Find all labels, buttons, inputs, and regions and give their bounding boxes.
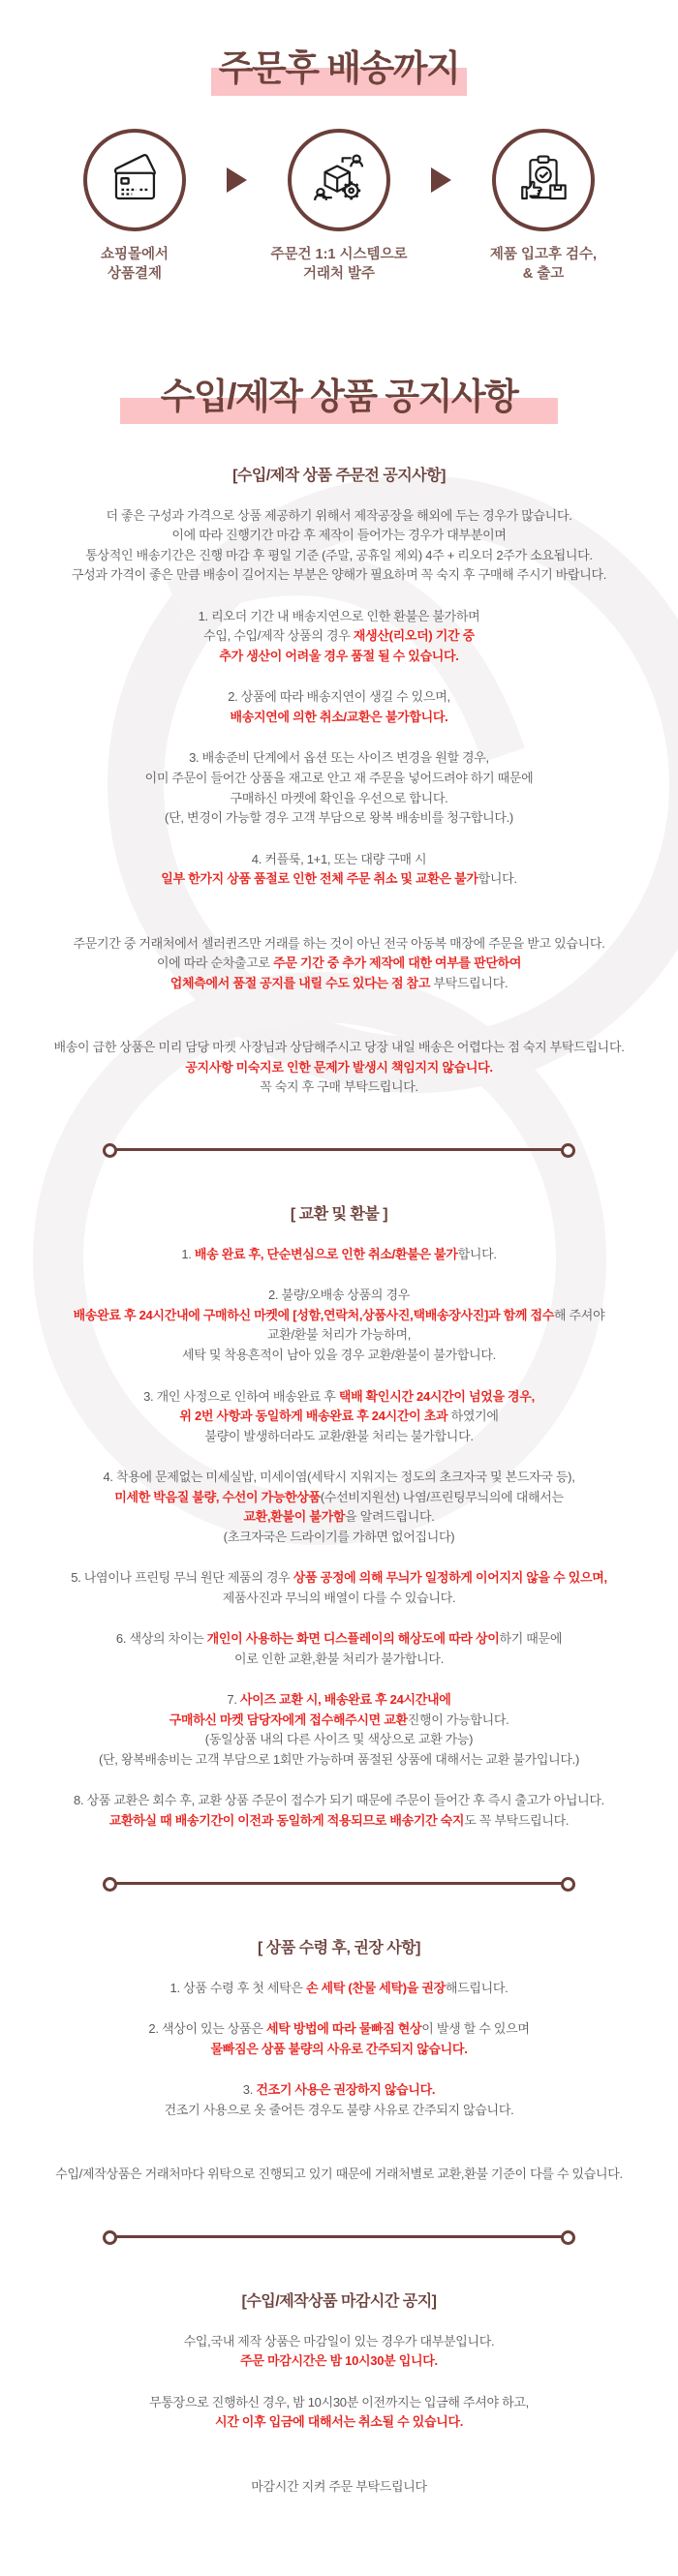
text-run: 7. <box>227 1692 240 1708</box>
text-run: 합니다. <box>457 1246 497 1261</box>
step-label <box>253 245 425 285</box>
section-paragraphs <box>0 2332 678 2498</box>
text-line <box>29 1387 649 1408</box>
text-run: 제품사진과 무늬의 배열이 다를 수 있습니다. <box>222 1590 456 1605</box>
text-run: 구성과 가격이 좋은 만큼 배송이 길어지는 부분은 양해가 필요하며 꼭 숙지 후 구매해 주시기 바랍니다. <box>71 567 607 583</box>
text-line <box>29 1468 649 1488</box>
text-run-red: 위 2번 사항과 동일하게 배송완료 후 24시간이 초과 <box>179 1409 448 1424</box>
section-paragraphs <box>0 1979 678 2185</box>
text-run-red: 배송 완료 후, 단순변심으로 인한 취소/환불은 불가 <box>194 1246 458 1261</box>
section-paragraphs <box>0 1245 678 1832</box>
notice-paragraph <box>29 1387 649 1447</box>
text-line <box>29 2477 649 2498</box>
text-run: 2. 상품에 따라 배송지연이 생길 수 있으며, <box>228 689 450 705</box>
text-line <box>29 1488 649 1508</box>
section-divider <box>115 2235 563 2238</box>
text-run: 마감시간 지켜 주문 부탁드립니다 <box>251 2478 427 2494</box>
text-line <box>29 1077 649 1098</box>
step-label-line: 상품결제 <box>107 265 163 282</box>
text-run: (수선비지원선) 나염/프린팅무늬의에 대해서는 <box>320 1489 564 1504</box>
text-line <box>29 1750 649 1771</box>
section-paragraphs <box>0 506 678 1098</box>
text-line <box>29 1690 649 1711</box>
text-run: 3. <box>242 2082 257 2098</box>
notice-paragraph <box>29 2477 649 2498</box>
notice-paragraph <box>29 1690 649 1770</box>
text-run: 배송이 급한 상품은 미리 담당 마켓 사장님과 상담해주시고 당장 내일 배송은 어렵다는 점 숙지 부탁드립니다. <box>53 1040 625 1055</box>
text-run: 주문기간 중 거래처에서 셀러퀸즈만 거래를 하는 것이 아닌 전국 아동복 매장에 주문을 받고 있습니다. <box>73 935 605 951</box>
text-run: 수입,국내 제작 상품은 마감일이 있는 경우가 대부분입니다. <box>183 2333 495 2349</box>
text-run-red: 건조기 사용은 권장하지 않습니다. <box>256 2082 436 2098</box>
text-run: 2. 불량/오배송 상품의 경우 <box>267 1288 411 1303</box>
text-run-red: 사이즈 교환 시, 배송완료 후 24시간내에 <box>239 1692 451 1708</box>
text-line <box>29 808 649 829</box>
text-run-red: 상품 공정에 의해 무늬가 일정하게 이어지지 않을 수 있으며, <box>293 1570 607 1586</box>
text-run: (동일상품 내의 다른 사이즈 및 색상으로 교환 가능) <box>204 1732 474 1747</box>
text-line <box>29 546 649 566</box>
text-run: 진행이 가능합니다. <box>407 1712 509 1727</box>
text-run: 을 알려드립니다. <box>345 1509 435 1525</box>
inspect-ship-icon <box>515 152 571 208</box>
text-line <box>29 626 649 647</box>
text-run: 1. <box>181 1246 195 1261</box>
text-line <box>29 1711 649 1731</box>
text-line <box>29 1427 649 1447</box>
text-run: 무통장으로 진행하신 경우, 밤 10시30분 이전까지는 입금해 주셔야 하고, <box>149 2394 529 2409</box>
notice-paragraph <box>29 1979 649 1999</box>
notice-paragraph <box>29 1791 649 1831</box>
text-run: 이로 인한 교환,환불 처리가 불가합니다. <box>234 1651 444 1666</box>
text-line <box>29 850 649 870</box>
notice-paragraph <box>29 2080 649 2120</box>
notice-title-wrap <box>0 377 678 418</box>
text-run: 3. 배송준비 단계에서 옵션 또는 사이즈 변경을 원할 경우, <box>189 750 489 766</box>
text-run: 이미 주문이 들어간 상품을 재고로 안고 재 주문을 넣어드려야 하기 때문에 <box>144 771 534 785</box>
text-line <box>29 2165 649 2185</box>
page-title-text: 주문후 배송까지 <box>218 48 460 88</box>
section-heading: [수입/제작 상품 주문전 공지사항] <box>232 467 446 484</box>
text-run-red: 시간 이후 입금에 대해서는 취소될 수 있습니다. <box>214 2414 464 2430</box>
text-run-red: 개인이 사용하는 화면 디스플레이의 해상도에 따라 상이 <box>206 1631 500 1647</box>
text-line <box>29 1811 649 1832</box>
main-title-wrap <box>0 48 678 90</box>
step-label <box>48 245 221 285</box>
text-line <box>29 1979 649 1999</box>
text-line <box>29 2040 649 2060</box>
text-run-red: 구매하신 마켓 담당자에게 접수해주시면 교환 <box>169 1712 408 1727</box>
section-divider <box>115 1882 563 1885</box>
text-run: 2. 색상이 있는 상품은 <box>148 2021 266 2037</box>
notice-paragraph <box>29 1038 649 1098</box>
notice-paragraph <box>29 687 649 727</box>
text-run: 이 발생 할 수 있으며 <box>421 2021 530 2037</box>
notice-paragraph <box>29 934 649 994</box>
text-run: 구매하신 마켓에 확인을 우선으로 합니다. <box>230 790 448 805</box>
text-line <box>29 1589 649 1609</box>
notice-paragraph <box>29 1468 649 1547</box>
text-run: 1. 리오더 기간 내 배송지연으로 인한 환불은 불가하며 <box>198 608 480 623</box>
text-run: (단, 왕복배송비는 고객 부담으로 1회만 가능하며 품절된 상품에 대해서는 교환 불가입니다.) <box>98 1751 580 1767</box>
text-run-red: 교환,환불이 불가함 <box>243 1509 346 1525</box>
text-line <box>29 1038 649 1058</box>
text-line <box>29 789 649 809</box>
text-run: 더 좋은 구성과 가격으로 상품 제공하기 위해서 제작공장을 해외에 두는 경우가 많습니다. <box>106 507 572 523</box>
section-heading: [ 교환 및 환불 ] <box>290 1205 388 1223</box>
text-run-red: 업체측에서 품절 공지를 내릴 수도 있다는 점 참고 <box>170 975 431 990</box>
step-label <box>457 245 630 285</box>
text-line <box>29 769 649 789</box>
section-exchange-refund <box>0 1201 678 1832</box>
text-line <box>29 2080 649 2101</box>
step-label-line: 주문건 1:1 시스템으로 <box>270 246 408 262</box>
step-circle <box>492 129 595 231</box>
text-run: (단, 변경이 가능할 경우 고객 부담으로 왕복 배송비를 청구합니다.) <box>165 810 513 826</box>
text-line <box>29 748 649 769</box>
text-run: 교환/환불 처리가 가능하며, <box>266 1327 412 1343</box>
step-payment <box>48 129 221 285</box>
text-line <box>29 1058 649 1078</box>
text-line <box>29 1245 649 1265</box>
text-line <box>29 1629 649 1650</box>
text-line <box>29 974 649 994</box>
text-run: 수입/제작상품은 거래처마다 위탁으로 진행되고 있기 때문에 거래처별로 교환,환불 기준이 다를 수 있습니다. <box>55 2167 623 2182</box>
notice-paragraph <box>29 1245 649 1265</box>
text-line <box>29 1650 649 1670</box>
text-run: 수입, 수입/제작 상품의 경우 <box>203 628 354 644</box>
text-line <box>29 1346 649 1366</box>
text-line <box>29 2412 649 2433</box>
text-run-red: 세탁 방법에 따라 물빠짐 현상 <box>265 2021 422 2037</box>
step-label-line: 제품 입고후 검수, <box>489 246 598 262</box>
text-run: 5. 나염이나 프린팅 무늬 원단 제품의 경우 <box>71 1570 293 1586</box>
text-run: (초크자국은 드라이기를 가하면 없어집니다) <box>223 1529 455 1544</box>
order-process-steps <box>0 129 678 285</box>
step-label-line: & 출고 <box>522 265 565 282</box>
text-line <box>29 687 649 708</box>
text-run-red: 공지사항 미숙지로 인한 문제가 발생시 책임지지 않습니다. <box>185 1059 493 1075</box>
notice-paragraph <box>29 1568 649 1608</box>
text-run-red: 추가 생산이 어려울 경우 품절 될 수 있습니다. <box>219 648 459 663</box>
section-deadline-notice <box>0 2288 678 2498</box>
text-run: 해 주셔야 <box>553 1307 605 1322</box>
text-line <box>29 1286 649 1306</box>
section-divider <box>115 1148 563 1151</box>
text-run-red: 배송지연에 의한 취소/교환은 불가합니다. <box>230 709 448 724</box>
text-run: 6. 색상의 차이는 <box>115 1631 207 1647</box>
text-run-red: 주문 기간 중 추가 제작에 대한 여부를 판단하여 <box>273 955 522 971</box>
text-line <box>29 2101 649 2121</box>
text-run: 부탁드립니다. <box>430 975 508 990</box>
text-run: 합니다. <box>478 871 517 887</box>
text-line <box>29 2393 649 2413</box>
text-run: 불량이 발생하더라도 교환/환불 처리는 불가합니다. <box>204 1428 474 1443</box>
arrow-right-icon <box>227 167 247 193</box>
text-line <box>29 647 649 667</box>
text-line <box>29 1407 649 1427</box>
notice-paragraph <box>29 748 649 828</box>
text-run-red: 손 세탁 (찬물 세탁)을 권장 <box>305 1980 446 1995</box>
text-run-red: 배송완료 후 24시간내에 구매하신 마켓에 [성함,연락처,상품사진,택배송장사진]과 함께 접수 <box>73 1307 554 1322</box>
text-run-red: 재생산(리오더) 기간 중 <box>353 628 475 644</box>
notice-paragraph <box>29 2165 649 2185</box>
text-run-red: 미세한 박음질 불량, 수선이 가능한상품 <box>114 1489 321 1504</box>
arrow-right-icon <box>431 167 451 193</box>
text-run-red: 일부 한가지 상품 품절로 인한 전체 주문 취소 및 교환은 불가 <box>161 871 478 887</box>
order-system-icon <box>311 152 367 208</box>
text-run: 4. 착용에 문제없는 미세실밥, 미세이염(세탁시 지워지는 정도의 초크자국 및 본드자국 등), <box>103 1470 575 1485</box>
credit-card-icon <box>107 152 163 208</box>
text-run: 8. 상품 교환은 회수 후, 교환 상품 주문이 접수가 되기 때문에 주문이 들어간 후 즉시 출고가 아닙니다. <box>74 1793 604 1808</box>
notice-paragraph <box>29 1286 649 1365</box>
text-line <box>29 526 649 546</box>
text-line <box>29 2351 649 2372</box>
text-run: 세탁 및 착용흔적이 남아 있을 경우 교환/환불이 불가합니다. <box>182 1347 496 1362</box>
text-run: 이에 따라 순차출고로 <box>156 955 274 971</box>
text-line <box>29 1528 649 1548</box>
text-run: 하였기에 <box>447 1409 499 1424</box>
text-run: 1. 상품 수령 후 첫 세탁은 <box>170 1980 306 1995</box>
text-line <box>29 2019 649 2040</box>
section-after-receipt <box>0 1935 678 2185</box>
step-inspection-shipping <box>457 129 630 285</box>
text-line <box>29 1730 649 1750</box>
text-line <box>29 954 649 974</box>
text-run: 통상적인 배송기간은 진행 마감 후 평일 기준 (주말, 공휴일 제외) 4주 + 리오더 2주가 소요됩니다. <box>85 547 593 562</box>
text-run-red: 교환하실 때 배송기간이 이전과 동일하게 적용되므로 배송기간 숙지 <box>108 1813 465 1828</box>
step-label-line: 거래처 발주 <box>302 265 376 282</box>
notice-paragraph <box>29 850 649 890</box>
notice-paragraph <box>29 506 649 586</box>
step-label-line: 쇼핑몰에서 <box>100 246 170 262</box>
notice-paragraph <box>29 607 649 667</box>
text-run: 3. 개인 사정으로 인하여 배송완료 후 <box>143 1388 339 1404</box>
step-circle <box>83 129 186 231</box>
step-order-system <box>253 129 425 285</box>
text-line <box>29 1325 649 1346</box>
text-line <box>29 2332 649 2352</box>
notice-paragraph <box>29 2332 649 2372</box>
section-heading: [ 상품 수령 후, 권장 사항] <box>258 1939 420 1956</box>
section-pre-order-notice <box>0 463 678 1098</box>
text-run: 하기 때문에 <box>499 1631 563 1647</box>
text-run: 해드립니다. <box>445 1980 508 1995</box>
text-run: 건조기 사용으로 옷 줄어든 경우도 불량 사유로 간주되지 않습니다. <box>164 2102 514 2117</box>
page-title <box>219 48 459 90</box>
text-run: 꼭 숙지 후 구매 부탁드립니다. <box>260 1079 418 1095</box>
notice-title <box>161 377 518 418</box>
text-run-red: 물빠짐은 상품 불량의 사유로 간주되지 않습니다. <box>210 2041 468 2056</box>
text-line <box>29 1507 649 1528</box>
text-line <box>29 506 649 527</box>
notice-title-text: 수입/제작 상품 공지사항 <box>160 377 518 417</box>
text-line <box>29 869 649 890</box>
section-heading: [수입/제작상품 마감시간 공지] <box>241 2292 437 2310</box>
notice-paragraph <box>29 1629 649 1669</box>
text-run-red: 택배 확인시간 24시간이 넘었을 경우, <box>338 1388 535 1404</box>
step-circle <box>288 129 390 231</box>
text-line <box>29 1791 649 1811</box>
text-line <box>29 565 649 586</box>
notice-paragraph <box>29 2019 649 2059</box>
notice-paragraph <box>29 2393 649 2433</box>
text-line <box>29 708 649 728</box>
text-run-red: 주문 마감시간은 밤 10시30분 입니다. <box>240 2353 438 2369</box>
text-run: 도 꼭 부탁드립니다. <box>464 1813 570 1828</box>
text-line <box>29 607 649 627</box>
text-run: 이에 따라 진행기간 마감 후 제작이 들어가는 경우가 대부분이며 <box>171 528 507 543</box>
text-line <box>29 934 649 955</box>
text-line <box>29 1306 649 1326</box>
text-line <box>29 1568 649 1589</box>
text-run: 4. 커플룩, 1+1, 또는 대량 구매 시 <box>251 851 427 866</box>
